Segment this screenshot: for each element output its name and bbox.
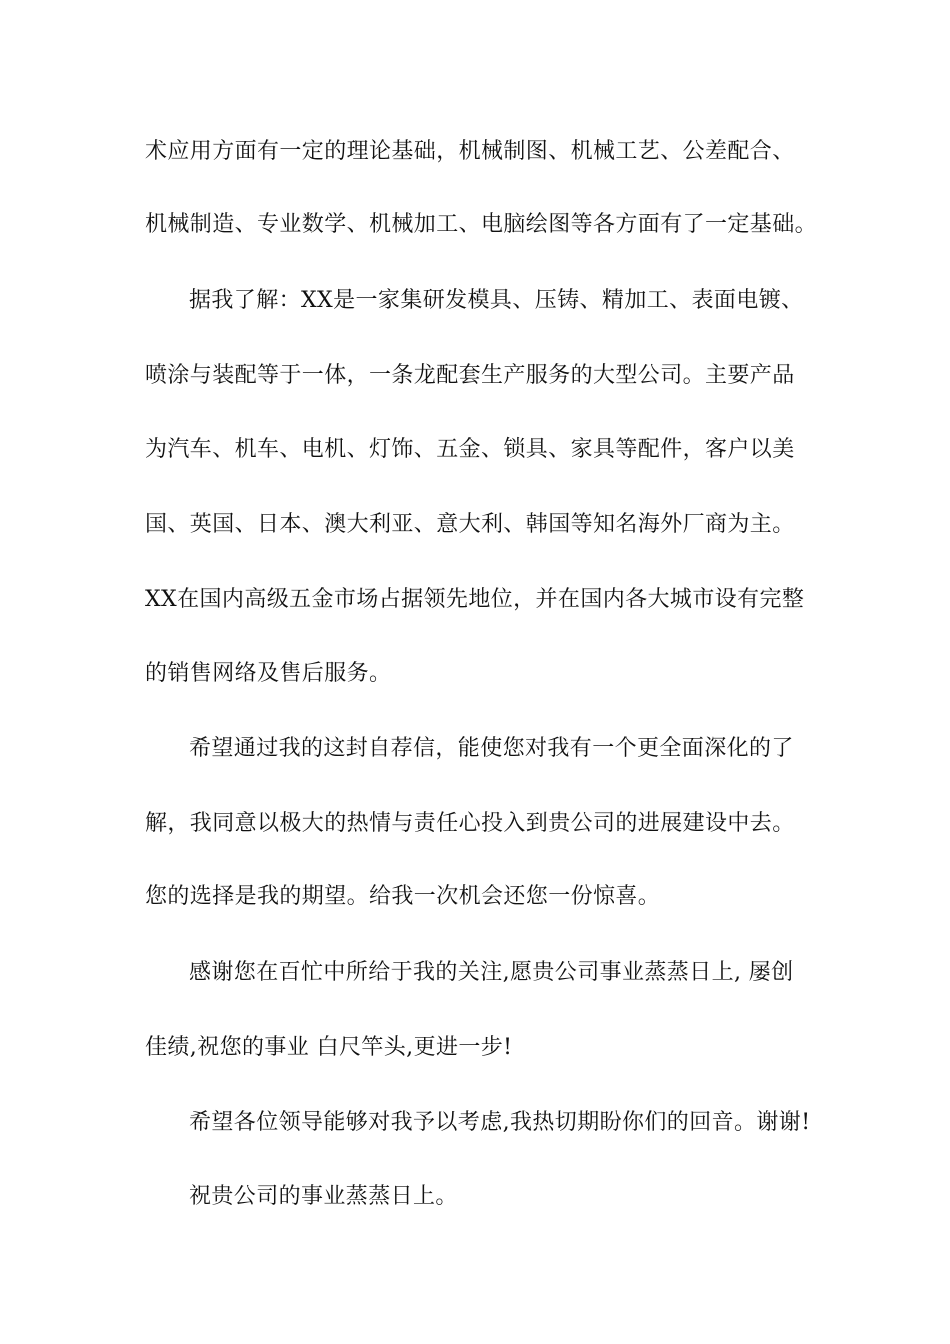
text-line: 喷涂与装配等于一体，一条龙配套生产服务的大型公司。主要产品 xyxy=(145,363,795,388)
text-line: 解，我同意以极大的热情与责任心投入到贵公司的进展建设中去。 xyxy=(145,811,795,836)
text-line: 希望各位领导能够对我予以考虑,我热切期盼你们的回音。谢谢! xyxy=(189,1110,811,1135)
text-line: 感谢您在百忙中所给于我的关注,愿贵公司事业蒸蒸日上, 屡创 xyxy=(189,960,794,985)
text-line: 佳绩,祝您的事业 白尺竿头,更进一步! xyxy=(145,1035,513,1060)
text-line: 据我了解：XX是一家集研发模具、压铸、精加工、表面电镀、 xyxy=(189,288,804,313)
text-line: 术应用方面有一定的理论基础，机械制图、机械工艺、公差配合、 xyxy=(145,139,795,164)
text-line: 为汽车、机车、电机、灯饰、五金、锁具、家具等配件，客户以美 xyxy=(145,437,795,462)
text-line: 希望通过我的这封自荐信，能使您对我有一个更全面深化的了 xyxy=(189,736,794,761)
text-line: 的销售网络及售后服务。 xyxy=(145,661,392,686)
text-line: XX在国内高级五金市场占据领先地位，并在国内各大城市设有完整 xyxy=(145,587,805,612)
text-line: 机械制造、专业数学、机械加工、电脑绘图等各方面有了一定基础。 xyxy=(145,212,818,237)
text-line: 您的选择是我的期望。给我一次机会还您一份惊喜。 xyxy=(145,884,661,909)
text-line: 国、英国、日本、澳大利亚、意大利、韩国等知名海外厂商为主。 xyxy=(145,512,795,537)
text-line: 祝贵公司的事业蒸蒸日上。 xyxy=(189,1184,458,1209)
